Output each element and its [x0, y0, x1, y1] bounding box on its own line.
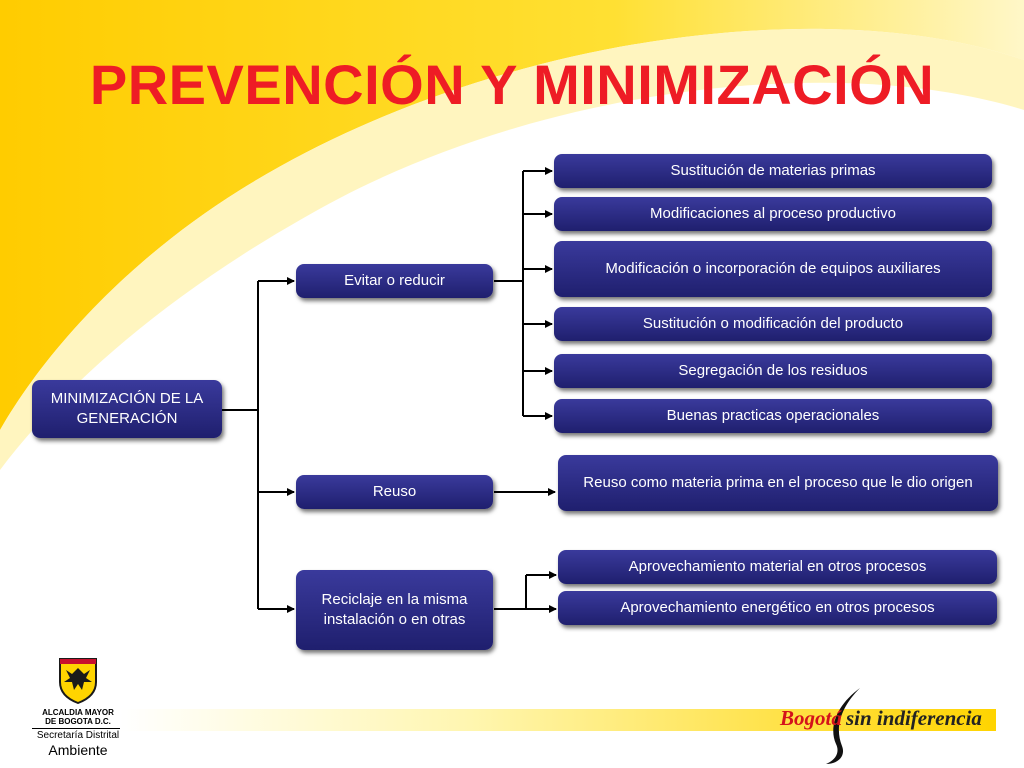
coat-of-arms-icon [56, 656, 100, 704]
node-label: Segregación de los residuos [678, 362, 868, 379]
node-modificacion-equipos [554, 241, 992, 297]
node-buenas-practicas [554, 399, 992, 433]
node-label: Sustitución o modificación del producto [642, 315, 904, 332]
logo-line-3: Secretaría Distrital [36, 730, 120, 741]
logo-line-2: DE BOGOTA D.C. [45, 717, 111, 726]
node-segregacion-residuos [554, 354, 992, 388]
node-reciclaje [296, 570, 493, 650]
logo-line-4: Ambiente [48, 742, 108, 758]
node-aprovechamiento-energetico [558, 591, 997, 625]
alcaldia-logo [28, 656, 128, 764]
node-root-label: MINIMIZACIÓN DE LA GENERACIÓN [50, 390, 204, 427]
node-label: Buenas practicas operacionales [666, 407, 880, 424]
slogan-text: sin indiferencia [846, 706, 982, 730]
logo-divider [32, 728, 124, 729]
node-reuso [296, 475, 493, 509]
slogan-brand: Bogotá [780, 706, 842, 730]
node-label: Modificaciones al proceso productivo [650, 205, 896, 222]
node-label: Modificación o incorporación de equipos auxiliares [605, 260, 941, 277]
node-modificaciones-proceso [554, 197, 992, 231]
node-sustitucion-producto [554, 307, 992, 341]
node-label: Reuso [372, 483, 417, 500]
node-label: Aprovechamiento material en otros procesos [628, 558, 927, 575]
node-label: Reciclaje en la misma instalación o en otras [321, 591, 468, 628]
node-root [32, 380, 222, 438]
node-label: Reuso como materia prima en el proceso que le dio origen [583, 474, 973, 491]
logo-line-1: ALCALDIA MAYOR [42, 708, 114, 717]
page-title: PREVENCIÓN Y MINIMIZACIÓN [89, 53, 935, 116]
node-label: Aprovechamiento energético en otros procesos [620, 599, 935, 616]
node-sustitucion-materias-primas [554, 154, 992, 188]
node-label: Evitar o reducir [344, 272, 445, 289]
node-label: Sustitución de materias primas [670, 162, 876, 179]
node-aprovechamiento-material [558, 550, 997, 584]
node-reuso-materia-prima [558, 455, 998, 511]
node-evitar-o-reducir [296, 264, 493, 298]
